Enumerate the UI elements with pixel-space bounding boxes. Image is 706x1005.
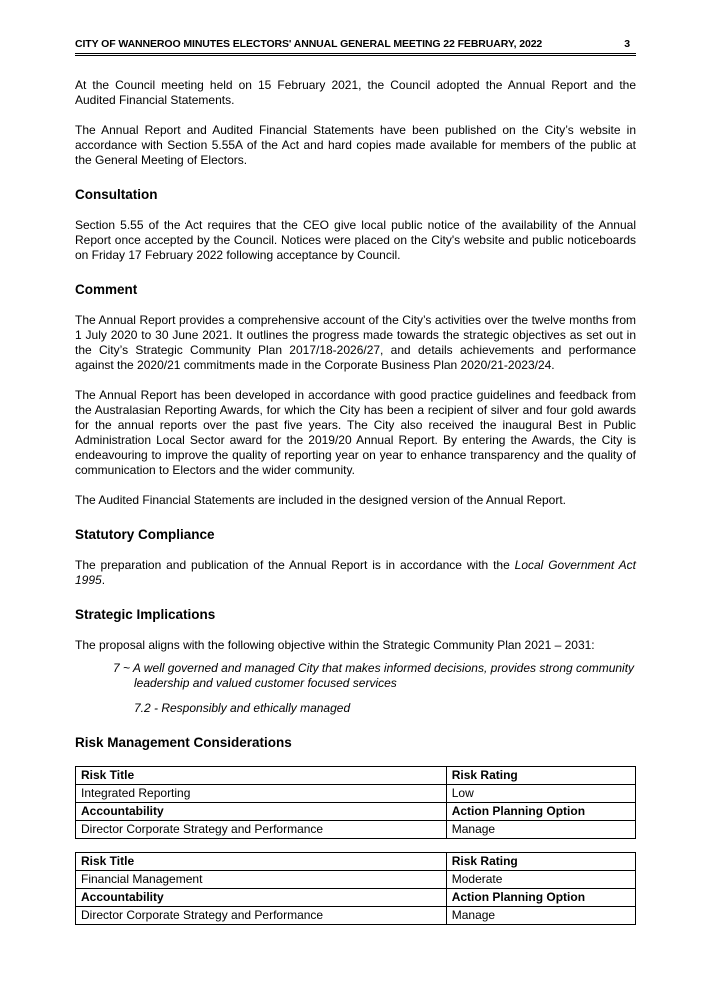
heading-consultation: Consultation — [75, 187, 158, 202]
page-number: 3 — [624, 38, 630, 50]
accountability-value: Director Corporate Strategy and Performance — [76, 907, 447, 925]
risk-title-header: Risk Title — [76, 853, 447, 871]
page-header — [75, 38, 636, 56]
statutory-period: . — [101, 573, 106, 587]
paragraph-comment-3: The Audited Financial Statements are included in the designed version of the Annual Report. — [75, 493, 566, 507]
heading-strategic-implications: Strategic Implications — [75, 607, 216, 622]
paragraph-strategic-1: The proposal aligns with the following objective within the Strategic Community Plan 2021 – 2031: — [75, 638, 595, 652]
risk-rating-value: Low — [446, 785, 635, 803]
table-row — [76, 767, 636, 785]
paragraph-comment-2: The Annual Report has been developed in accordance with good practice guidelines and feedback from the Australasian Reporting Awards, for which the City has been a recipient of silver and four gold awards for the annual reports over the past five years. The City also received the inaugural Best in Public Administration Local Sector award for the 2019/20 Annual Report. By entering the Awards, the City is endeavouring to improve the quality of reporting year on year to enhance transparency and the quality of communication to Electors and the wider community. — [75, 388, 636, 477]
risk-title-value: Integrated Reporting — [76, 785, 447, 803]
paragraph-statutory-1 — [75, 558, 636, 588]
heading-comment: Comment — [75, 282, 138, 297]
table-row — [76, 853, 636, 871]
table-row — [76, 889, 636, 907]
risk-rating-value: Moderate — [446, 871, 635, 889]
accountability-value: Director Corporate Strategy and Performance — [76, 821, 447, 839]
paragraph-intro-1: At the Council meeting held on 15 February 2021, the Council adopted the Annual Report and the Audited Financial Statements. — [75, 78, 636, 107]
statutory-act-title: Local Government Act 1995 — [75, 558, 636, 587]
header-title: CITY OF WANNEROO MINUTES ELECTORS' ANNUAL GENERAL MEETING 22 FEBRUARY, 2022 — [75, 38, 543, 50]
paragraph-intro-2: The Annual Report and Audited Financial Statements have been published on the City’s website in accordance with Section 5.55A of the Act and hard copies made available for members of the public at the General Meeting of Electors. — [75, 123, 636, 167]
document-body — [75, 78, 636, 925]
risk-table-2 — [75, 852, 636, 925]
action-planning-value: Manage — [446, 821, 635, 839]
accountability-header: Accountability — [76, 889, 447, 907]
risk-title-header: Risk Title — [76, 767, 447, 785]
action-planning-header: Action Planning Option — [446, 889, 635, 907]
paragraph-consultation-1: Section 5.55 of the Act requires that the CEO give local public notice of the availability of the Annual Report once accepted by the Council. Notices were placed on the City's website and public noticeboards on Friday 17 February 2022 following acceptance by Council. — [75, 218, 636, 262]
strategic-objective: 7 ~ A well governed and managed City that makes informed decisions, provides strong community leadership and valued customer focused services — [113, 661, 635, 690]
action-planning-value: Manage — [446, 907, 635, 925]
accountability-header: Accountability — [76, 803, 447, 821]
action-planning-header: Action Planning Option — [446, 803, 635, 821]
risk-rating-header: Risk Rating — [446, 767, 635, 785]
risk-rating-header: Risk Rating — [446, 853, 635, 871]
table-row — [76, 785, 636, 803]
table-row — [76, 907, 636, 925]
paragraph-comment-1: The Annual Report provides a comprehensive account of the City’s activities over the twelve months from 1 July 2020 to 30 June 2021. It outlines the progress made towards the strategic objectives as set out in the City’s Strategic Community Plan 2017/18-2026/27, and details achievements and performance against the 2020/21 commitments made in the Corporate Business Plan 2020/21-2023/24. — [75, 313, 636, 372]
risk-title-value: Financial Management — [76, 871, 447, 889]
table-row — [76, 821, 636, 839]
table-row — [76, 803, 636, 821]
statutory-text: The preparation and publication of the Annual Report is in accordance with the — [75, 558, 515, 572]
heading-risk-management: Risk Management Considerations — [75, 735, 292, 750]
strategic-sub-objective: 7.2 - Responsibly and ethically managed — [134, 701, 351, 715]
heading-statutory-compliance: Statutory Compliance — [75, 527, 215, 542]
risk-table-1 — [75, 766, 636, 839]
table-row — [76, 871, 636, 889]
